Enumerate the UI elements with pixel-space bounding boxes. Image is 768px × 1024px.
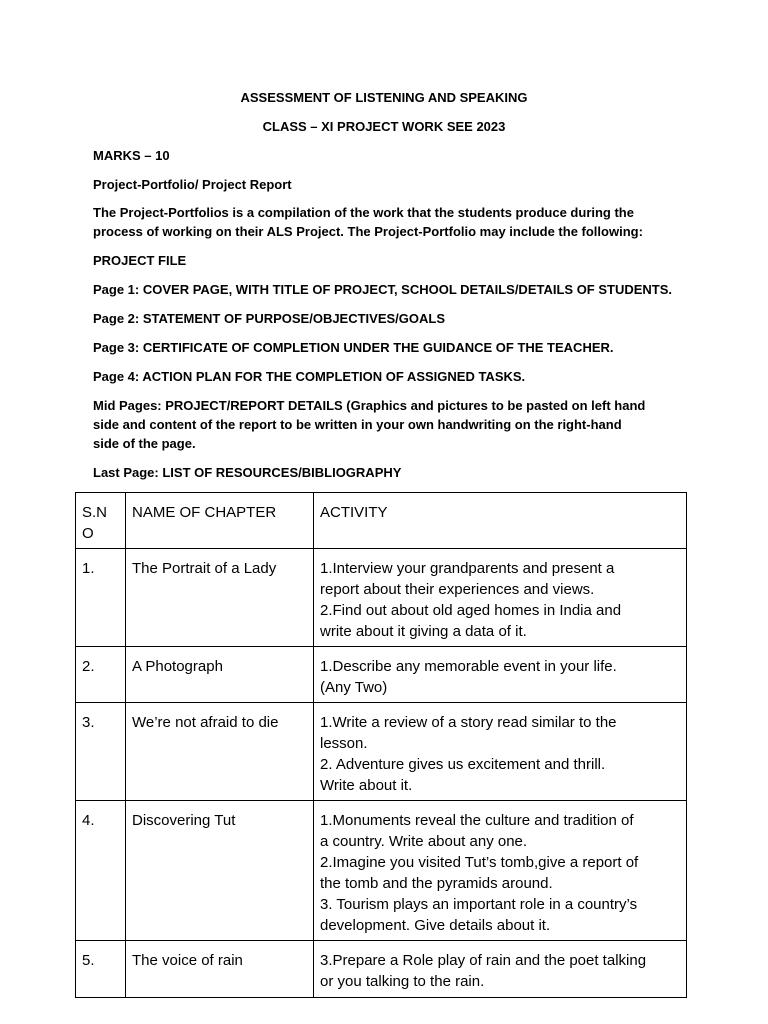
- portfolio-heading: Project-Portfolio/ Project Report: [93, 177, 292, 192]
- document-title: ASSESSMENT OF LISTENING AND SPEAKING: [240, 90, 528, 105]
- mid-pages-line-1: Mid Pages: PROJECT/REPORT DETAILS (Graphics and pictures to be pasted on left hand: [93, 398, 646, 413]
- row-sno: 1.: [76, 549, 126, 647]
- intro-line-1: The Project-Portfolios is a compilation of the work that the students produce during the: [93, 205, 634, 220]
- intro-line-2: process of working on their ALS Project. The Project-Portfolio may include the following:: [93, 224, 643, 239]
- row-activity: 1.Monuments reveal the culture and tradition of a country. Write about any one. 2.Imagine you visited Tut’s tomb,give a report of the tomb and the pyramids around. 3. Tourism plays an important role in a country’s development. Give details about it.: [314, 801, 687, 941]
- row-sno: 2.: [76, 647, 126, 703]
- page-4-item: Page 4: ACTION PLAN FOR THE COMPLETION OF ASSIGNED TASKS.: [93, 369, 526, 384]
- row-chapter: Discovering Tut: [126, 801, 314, 941]
- row-chapter: The Portrait of a Lady: [126, 549, 314, 647]
- mid-pages-line-2: side and content of the report to be written in your own handwriting on the right-hand: [93, 417, 622, 432]
- row-sno: 5.: [76, 941, 126, 998]
- row-sno: 4.: [76, 801, 126, 941]
- row-chapter: A Photograph: [126, 647, 314, 703]
- table-row: [76, 549, 687, 647]
- table-row: [76, 703, 687, 801]
- document-subtitle: CLASS – XI PROJECT WORK SEE 2023: [262, 119, 506, 134]
- header-activity: ACTIVITY: [314, 493, 687, 549]
- row-sno: 3.: [76, 703, 126, 801]
- row-chapter: The voice of rain: [126, 941, 314, 998]
- row-activity: 1.Write a review of a story read similar to the lesson. 2. Adventure gives us excitement and thrill. Write about it.: [314, 703, 687, 801]
- page-3-item: Page 3: CERTIFICATE OF COMPLETION UNDER THE GUIDANCE OF THE TEACHER.: [93, 340, 614, 355]
- activities-table: [75, 492, 687, 998]
- table-row: [76, 941, 687, 998]
- mid-pages-line-3: side of the page.: [93, 436, 196, 451]
- table-row: [76, 647, 687, 703]
- row-activity: 1.Interview your grandparents and present a report about their experiences and views. 2.Find out about old aged homes in India and write about it giving a data of it.: [314, 549, 687, 647]
- header-sno: S.N O: [76, 493, 126, 549]
- table-row: [76, 801, 687, 941]
- last-page-item: Last Page: LIST OF RESOURCES/BIBLIOGRAPHY: [93, 465, 402, 480]
- header-chapter: NAME OF CHAPTER: [126, 493, 314, 549]
- row-chapter: We’re not afraid to die: [126, 703, 314, 801]
- marks-label: MARKS – 10: [93, 148, 170, 163]
- page-2-item: Page 2: STATEMENT OF PURPOSE/OBJECTIVES/GOALS: [93, 311, 446, 326]
- project-file-heading: PROJECT FILE: [93, 253, 187, 268]
- page-1-item: Page 1: COVER PAGE, WITH TITLE OF PROJECT, SCHOOL DETAILS/DETAILS OF STUDENTS.: [93, 282, 673, 297]
- row-activity: 3.Prepare a Role play of rain and the poet talking or you talking to the rain.: [314, 941, 687, 998]
- row-activity: 1.Describe any memorable event in your life. (Any Two): [314, 647, 687, 703]
- table-header-row: [76, 493, 687, 549]
